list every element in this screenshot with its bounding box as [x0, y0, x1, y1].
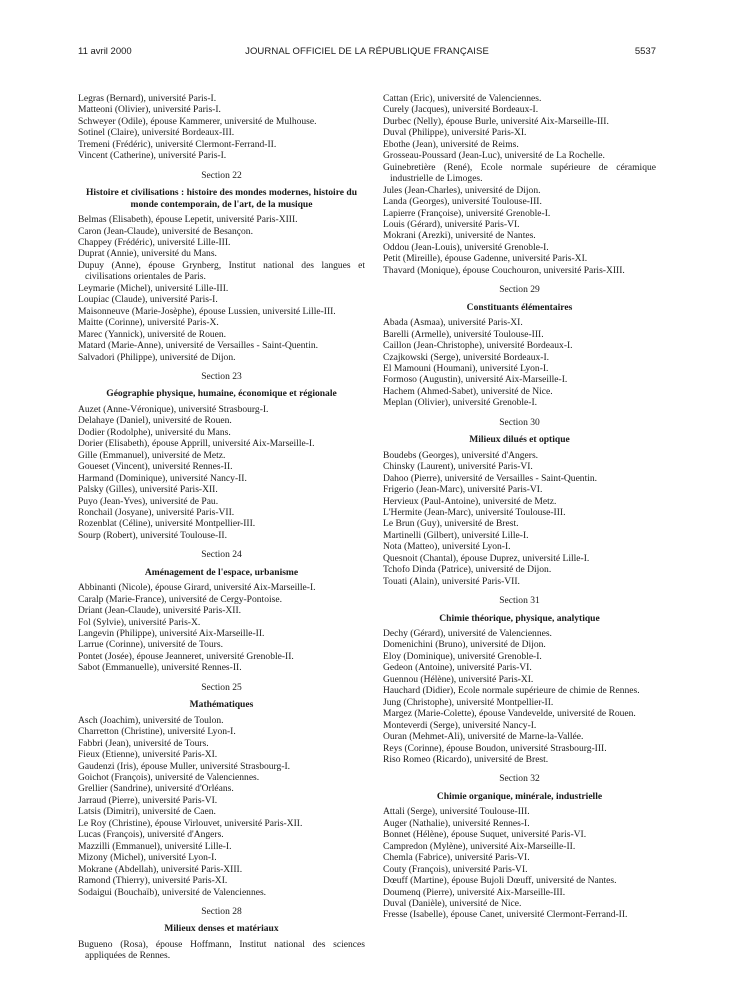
appointee-entry: Fieux (Etienne), université Paris-XI.: [78, 749, 218, 761]
section-heading: [78, 170, 365, 210]
appointee-entry: Schweyer (Odile), épouse Kammerer, université de Mulhouse.: [78, 115, 317, 127]
section-heading: [383, 284, 656, 313]
appointee-entry: Frigerio (Jean-Marc), université Paris-VI.: [383, 484, 543, 496]
right-column: [383, 93, 656, 921]
appointee-entry: Formoso (Augustin), université Aix-Marseille-I.: [383, 374, 568, 386]
section-title: Histoire et civilisations : histoire des mondes modernes, histoire du monde contemporain, de l'art, de la musique: [85, 187, 358, 210]
appointee-entry: Rozenblat (Céline), université Montpellier-III.: [78, 518, 256, 530]
appointee-entry: Eloy (Dominique), université Grenoble-I.: [383, 650, 542, 662]
appointee-entry: Hervieux (Paul-Antoine), université de Metz.: [383, 495, 557, 507]
section-title: Milieux dilués et optique: [469, 434, 570, 446]
appointee-entry: Palsky (Gilles), université Paris-XII.: [78, 484, 218, 496]
appointee-entry: Salvadori (Philippe), université de Dijon.: [78, 351, 236, 363]
appointee-entry: Petit (Mireille), épouse Gadenne, université Paris-XI.: [383, 253, 588, 265]
section-number: Section 25: [201, 681, 242, 693]
appointee-entry: Bonnet (Hélène), épouse Suquet, université Paris-VI.: [383, 829, 587, 841]
section-title: Chimie organique, minérale, industrielle: [436, 790, 603, 802]
appointee-entry: Sourp (Robert), université Toulouse-II.: [78, 529, 227, 541]
appointee-entry: Maitte (Corinne), université Paris-X.: [78, 317, 219, 329]
appointee-entry: Ramond (Thierry), université Paris-XI.: [78, 875, 228, 887]
appointee-entry: Domenichini (Bruno), université de Dijon.: [383, 639, 546, 651]
section-number: Section 23: [201, 370, 242, 382]
appointee-entry: Le Roy (Christine), épouse Virlouvet, université Paris-XII.: [78, 817, 303, 829]
appointee-entry: Grosseau-Poussard (Jean-Luc), université de La Rochelle.: [383, 150, 605, 162]
header-date: 11 avril 2000: [78, 46, 132, 57]
header-title: JOURNAL OFFICIEL DE LA RÉPUBLIQUE FRANÇAISE: [245, 46, 489, 57]
appointee-entry: Leymarie (Michel), université Lille-III.: [78, 282, 229, 294]
appointee-entry: Sabot (Emmanuelle), université Rennes-II.: [78, 662, 242, 674]
section-title: Chimie théorique, physique, analytique: [439, 612, 600, 624]
appointee-entry: Gille (Emmanuel), université de Metz.: [78, 449, 226, 461]
section-number: Section 29: [499, 284, 540, 296]
section-title: Milieux denses et matériaux: [164, 923, 279, 935]
section-heading: [78, 906, 365, 935]
appointee-entry: Duprat (Annie), université du Mans.: [78, 248, 217, 260]
appointee-entry: Riso Romeo (Ricardo), université de Brest.: [383, 754, 549, 766]
appointee-entry: Vincent (Catherine), université Paris-I.: [78, 150, 227, 162]
section-number: Section 24: [201, 549, 242, 561]
appointee-entry: Dahoo (Pierre), université de Versailles - Saint-Quentin.: [383, 472, 598, 484]
appointee-entry: Couty (François), université Paris-VI.: [383, 863, 528, 875]
appointee-entry: Auzet (Anne-Véronique), université Strasbourg-I.: [78, 403, 269, 415]
appointee-entry: Dupuy (Anne), épouse Grynberg, Institut national des langues et civilisations orientales de Paris.: [78, 259, 365, 283]
appointee-entry: Loupiac (Claude), université Paris-I.: [78, 294, 218, 306]
section-heading: [78, 682, 365, 711]
appointee-entry: Guinebretière (René), Ecole normale supérieure de céramique industrielle de Limoges.: [383, 161, 656, 185]
appointee-entry: Landa (Georges), université Toulouse-III.: [383, 196, 542, 208]
appointee-entry: Boudebs (Georges), université d'Angers.: [383, 449, 539, 461]
appointee-entry: Harmand (Dominique), université Nancy-II.: [78, 472, 247, 484]
appointee-entry: Ouran (Mehmet-Ali), université de Marne-la-Vallée.: [383, 731, 584, 743]
section-number: Section 32: [499, 773, 540, 785]
appointee-entry: Lucas (François), université d'Angers.: [78, 829, 224, 841]
section-number: Section 31: [499, 595, 540, 607]
appointee-entry: Mizony (Michel), université Lyon-I.: [78, 852, 217, 864]
page-header: [78, 46, 656, 60]
appointee-entry: Meplan (Olivier), université Grenoble-I.: [383, 397, 538, 409]
appointee-entry: Caillon (Jean-Christophe), université Bordeaux-I.: [383, 340, 573, 352]
appointee-entry: Sotinel (Claire), université Bordeaux-III.: [78, 127, 235, 139]
appointee-entry: Goichot (François), université de Valenciennes.: [78, 772, 260, 784]
section-title: Aménagement de l'espace, urbanisme: [144, 566, 299, 578]
section-title: Constituants élémentaires: [466, 301, 573, 313]
appointee-entry: Hauchard (Didier), Ecole normale supérieure de chimie de Rennes.: [383, 685, 640, 697]
appointee-entry: Legras (Bernard), université Paris-I.: [78, 93, 217, 104]
appointee-entry: Duval (Danièle), université de Nice.: [383, 898, 522, 909]
appointee-entry: Ebothe (Jean), université de Reims.: [383, 138, 519, 150]
appointee-entry: Chappey (Frédéric), université Lille-III.: [78, 236, 231, 248]
appointee-entry: Goueset (Vincent), université Rennes-II.: [78, 461, 233, 473]
appointee-entry: Martinelli (Gilbert), université Lille-I.: [383, 529, 529, 541]
appointee-entry: Nota (Matteo), université Lyon-I.: [383, 541, 511, 553]
section-heading: [383, 773, 656, 802]
appointee-entry: Czajkowski (Serge), université Bordeaux-I.: [383, 351, 550, 363]
section-number: Section 22: [201, 169, 242, 181]
header-page-number: 5537: [634, 46, 656, 57]
section-number: Section 30: [499, 416, 540, 428]
appointee-entry: Dœuff (Martine), épouse Bujoli Dœuff, université de Nantes.: [383, 875, 617, 887]
appointee-entry: Jarraud (Pierre), université Paris-VI.: [78, 794, 218, 806]
appointee-entry: Reys (Corinne), épouse Boudon, université Strasbourg-III.: [383, 742, 607, 754]
appointee-entry: Quesnoit (Chantal), épouse Duprez, université Lille-I.: [383, 552, 590, 564]
appointee-entry: Louis (Gérard), université Paris-VI.: [383, 218, 520, 230]
appointee-entry: Jung (Christophe), université Montpellier-II.: [383, 696, 554, 708]
appointee-entry: Delahaye (Daniel), université de Rouen.: [78, 415, 232, 427]
appointee-entry: Mokrani (Arezki), université de Nantes.: [383, 230, 536, 242]
appointee-entry: Hachem (Ahmed-Sabet), université de Nice.: [383, 385, 553, 397]
appointee-entry: Caralp (Marie-France), université de Cergy-Pontoise.: [78, 593, 282, 605]
appointee-entry: Jules (Jean-Charles), université de Dijon.: [383, 184, 541, 196]
appointee-entry: Matteoni (Olivier), université Paris-I.: [78, 104, 221, 116]
left-column: [78, 93, 365, 962]
appointee-entry: Driant (Jean-Claude), université Paris-XII.: [78, 605, 242, 617]
appointee-entry: Monteverdi (Serge), université Nancy-I.: [383, 719, 537, 731]
appointee-entry: Matard (Marie-Anne), université de Versailles - Saint-Quentin.: [78, 340, 319, 352]
appointee-entry: Asch (Joachim), université de Toulon.: [78, 714, 224, 726]
appointee-entry: Dodier (Rodolphe), université du Mans.: [78, 426, 231, 438]
appointee-entry: Le Brun (Guy), université de Brest.: [383, 518, 519, 530]
appointee-entry: Mazzilli (Emmanuel), université Lille-I.: [78, 840, 232, 852]
appointee-entry: Belmas (Elisabeth), épouse Lepetit, université Paris-XIII.: [78, 214, 298, 226]
appointee-entry: Fabbri (Jean), université de Tours.: [78, 737, 209, 749]
appointee-entry: Oddou (Jean-Louis), université Grenoble-I.: [383, 241, 549, 253]
appointee-entry: El Mamouni (Houmani), université Lyon-I.: [383, 362, 549, 374]
appointee-entry: Sodaigui (Bouchaïb), université de Valenciennes.: [78, 886, 267, 898]
appointee-entry: Touati (Alain), université Paris-VII.: [383, 575, 520, 587]
appointee-entry: L'Hermite (Jean-Marc), université Toulouse-III.: [383, 506, 566, 518]
appointee-entry: Doumenq (Pierre), université Aix-Marseille-III.: [383, 886, 566, 898]
appointee-entry: Fresse (Isabelle), épouse Canet, université Clermont-Ferrand-II.: [383, 909, 628, 921]
appointee-entry: Campredon (Mylène), université Aix-Marseille-II.: [383, 840, 576, 852]
appointee-entry: Duval (Philippe), université Paris-XI.: [383, 127, 527, 139]
appointee-entry: Dorier (Elisabeth), épouse Apprill, université Aix-Marseille-I.: [78, 438, 315, 450]
appointee-entry: Fol (Sylvie), université Paris-X.: [78, 616, 201, 628]
appointee-entry: Ronchail (Josyane), université Paris-VII.: [78, 506, 235, 518]
section-heading: [383, 595, 656, 624]
appointee-entry: Puyo (Jean-Yves), université de Pau.: [78, 495, 219, 507]
appointee-entry: Chemla (Fabrice), université Paris-VI.: [383, 852, 530, 864]
appointee-entry: Chinsky (Laurent), université Paris-VI.: [383, 461, 533, 473]
appointee-entry: Curely (Jacques), université Bordeaux-I.: [383, 104, 539, 116]
appointee-entry: Durbec (Nelly), épouse Burle, université Aix-Marseille-III.: [383, 115, 609, 127]
section-heading: [383, 417, 656, 446]
appointee-entry: Mokrane (Abdellah), université Paris-XIII.: [78, 863, 243, 875]
appointee-entry: Dechy (Gérard), université de Valenciennes.: [383, 628, 552, 640]
section-heading: [78, 371, 365, 400]
appointee-entry: Barelli (Armelle), université Toulouse-III.: [383, 328, 544, 340]
appointee-entry: Maisonneuve (Marie-Josèphe), épouse Lussien, université Lille-III.: [78, 305, 336, 317]
section-heading: [78, 549, 365, 578]
appointee-entry: Latsis (Dimitri), université de Caen.: [78, 806, 216, 818]
appointee-entry: Lapierre (Françoise), université Grenoble-I.: [383, 207, 551, 219]
section-number: Section 28: [201, 906, 242, 917]
appointee-entry: Abada (Asmaa), université Paris-XI.: [383, 317, 523, 329]
appointee-entry: Pontet (Josée), épouse Jeanneret, université Grenoble-II.: [78, 650, 294, 662]
appointee-entry: Guennou (Hélène), université Paris-XI.: [383, 673, 534, 685]
appointee-entry: Larrue (Corinne), université de Tours.: [78, 639, 223, 651]
appointee-entry: Caron (Jean-Claude), université de Besançon.: [78, 225, 253, 237]
appointee-entry: Grellier (Sandrine), université d'Orléans.: [78, 783, 234, 795]
appointee-entry: Abbinanti (Nicole), épouse Girard, université Aix-Marseille-I.: [78, 582, 316, 594]
appointee-entry: Gaudenzi (Iris), épouse Muller, université Strasbourg-I.: [78, 760, 291, 772]
section-title: Géographie physique, humaine, économique et régionale: [106, 388, 337, 400]
section-title: Mathématiques: [189, 699, 254, 711]
appointee-entry: Langevin (Philippe), université Aix-Marseille-II.: [78, 628, 265, 640]
appointee-entry: Margez (Marie-Colette), épouse Vandevelde, université de Rouen.: [383, 708, 636, 720]
appointee-entry: Tchofo Dinda (Patrice), université de Dijon.: [383, 564, 552, 576]
appointee-entry: Cattan (Eric), université de Valenciennes.: [383, 93, 542, 104]
appointee-entry: Gedeon (Antoine), université Paris-VI.: [383, 662, 532, 674]
appointee-entry: Bugueno (Rosa), épouse Hoffmann, Institut national des sciences appliquées de Rennes.: [78, 938, 365, 962]
appointee-entry: Auger (Nathalie), université Rennes-I.: [383, 817, 530, 829]
appointee-entry: Marec (Yannick), université de Rouen.: [78, 328, 227, 340]
appointee-entry: Thavard (Monique), épouse Couchouron, université Paris-XIII.: [383, 264, 625, 276]
appointee-entry: Attali (Serge), université Toulouse-III.: [383, 806, 530, 818]
appointee-entry: Tremeni (Frédéric), université Clermont-Ferrand-II.: [78, 138, 277, 150]
appointee-entry: Charretton (Christine), université Lyon-I.: [78, 726, 236, 738]
